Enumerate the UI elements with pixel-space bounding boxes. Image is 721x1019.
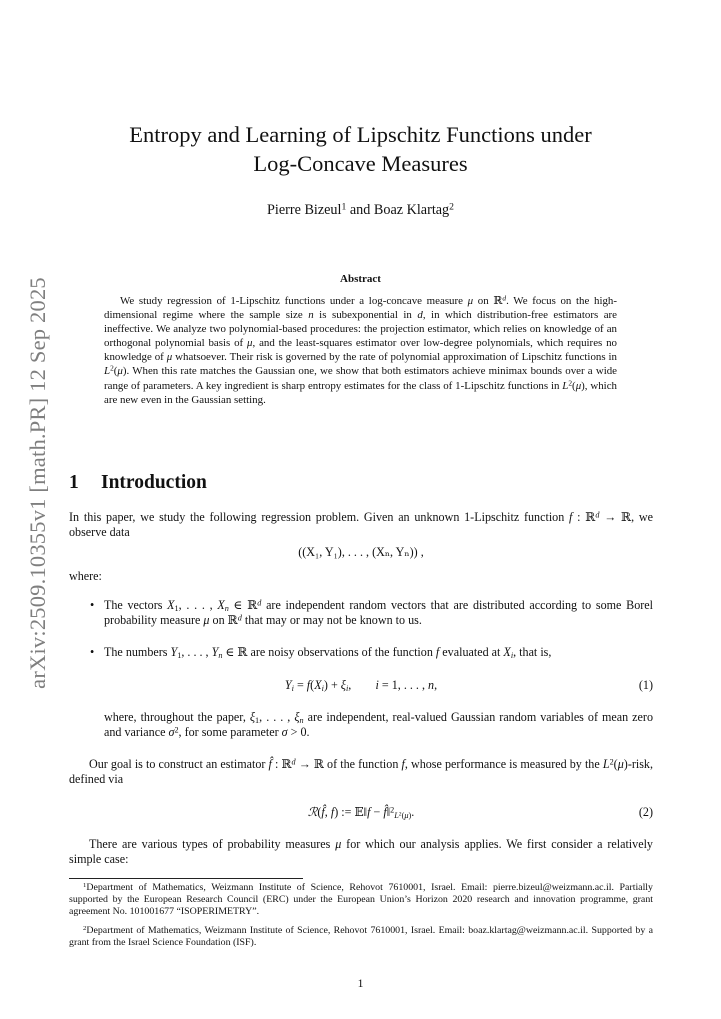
paragraph: In this paper, we study the following regression problem. Given an unknown 1-Lipschitz function f : ℝ$^d$ → ℝ, we observe data — [69, 510, 653, 540]
paper-title — [70, 120, 651, 178]
paper-title-line-2: Log-Concave Measures — [253, 151, 468, 176]
author-list — [70, 202, 651, 219]
list-item: The vectors $X_1$, . . . , $X_n$ ∈ ℝ$^d$ are independent random vectors that are distributed according to some Borel probability measure μ on ℝ$^d$ that may or may not be known to us. — [104, 598, 653, 628]
author-name: Boaz Klartag — [373, 202, 450, 218]
author-name: Pierre Bizeul — [267, 202, 342, 218]
footnote: $^1$Department of Mathematics, Weizmann Institute of Science, Rehovot 7610001, Israel. Email: pierre.bizeul@weizmann.ac.il. Partially supported by the European Research Council (ERC) under the European Union’s Horizon 2020 research and innovation programme, grant agreement No. 101001677 “ISOPERIMETRY”. — [69, 881, 653, 918]
paragraph: There are various types of probability measures μ for which our analysis applies. We first consider a relatively simple case: — [69, 837, 653, 867]
display-equation — [69, 545, 653, 561]
section-number: 1 — [69, 472, 79, 493]
display-equation — [69, 678, 653, 694]
bullet-marker: • — [90, 598, 95, 612]
author-joiner: and — [346, 202, 374, 218]
bullet-marker: • — [90, 645, 95, 659]
equation-number: (2) — [638, 805, 653, 819]
arxiv-identifier-stamp: arXiv:2509.10355v1 [math.PR] 12 Sep 2025 — [25, 277, 50, 689]
footnote-divider — [69, 878, 303, 879]
section-title: Introduction — [101, 472, 207, 493]
equation-body: ((X₁, Y₁), . . . , (Xₙ, Yₙ)) , — [298, 545, 424, 559]
paper-title-line-1: Entropy and Learning of Lipschitz Functions under — [129, 122, 592, 147]
abstract-heading: Abstract — [340, 273, 381, 285]
equation-body: ℛ(f̂, f) := 𝔼‖f − f̂‖$^2_{L^2(\mu)}$. — [307, 805, 415, 821]
footnote-marker[interactable]: 1 — [341, 201, 347, 213]
paragraph: where: — [69, 569, 102, 583]
footnote-marker[interactable]: 2 — [449, 201, 454, 213]
equation-body: $Y_i = f(X_i) + \xi_i$, i = 1, . . . , n, — [284, 678, 438, 694]
paragraph: Our goal is to construct an estimator f̂ : ℝ$^d$ → ℝ of the function f, whose performance is measured by the $L^2(\mu)$-risk, defined via — [69, 757, 654, 787]
display-equation — [69, 805, 653, 821]
section-heading — [69, 472, 207, 494]
list-item-continuation: where, throughout the paper, $\xi_1$, . . . , $\xi_n$ are independent, real-valued Gaussian random variables of mean zero and variance $\sigma^2$, for some parameter σ > 0. — [104, 710, 653, 740]
abstract-text: We study regression of 1-Lipschitz functions under a log-concave measure μ on ℝ$^d$. We focus on the high-dimensional regime where the sample size n is subexponential in d, in which distribution-free estimators are ineffective. We analyze two polynomial-based procedures: the projection estimator, which relies on knowledge of an orthogonal polynomial basis of μ, and the least-squares estimator over low-degree polynomials, which requires no knowledge of μ whatsoever. Their risk is governed by the rate of polynomial approximation of Lipschitz functions in $L^2(\mu)$. When this rate matches the Gaussian one, we show that both estimators achieve minimax bounds over a wide range of parameters. A key ingredient is sharp entropy estimates for the class of 1-Lipschitz functions in $L^2(\mu)$, which are new even in the Gaussian setting. — [104, 293, 618, 406]
page-number: 1 — [357, 976, 364, 990]
equation-number: (1) — [638, 678, 653, 692]
list-item: The numbers $Y_1$, . . . , $Y_n$ ∈ ℝ are noisy observations of the function f evaluated at $X_i$, that is, — [104, 645, 552, 661]
footnote: $^2$Department of Mathematics, Weizmann Institute of Science, Rehovot 7610001, Israel. Email: boaz.klartag@weizmann.ac.il. Supported by a grant from the Israel Science Foundation (ISF). — [69, 924, 653, 949]
